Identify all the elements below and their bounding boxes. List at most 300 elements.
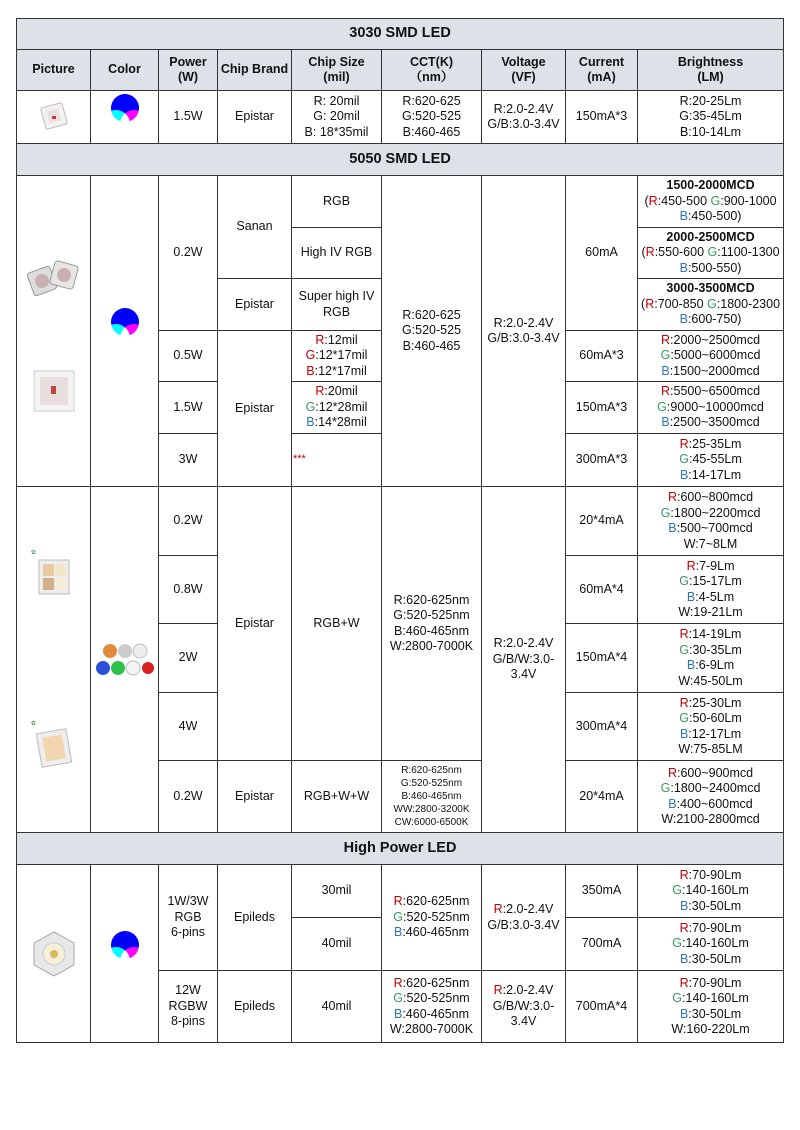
text-line <box>639 348 782 364</box>
header-row <box>17 50 784 91</box>
channel-label: G <box>660 781 671 795</box>
text-line <box>639 812 782 828</box>
text-segment: W:2100-2800mcd <box>661 812 760 826</box>
channel-label: B <box>686 589 696 604</box>
text-line: 1W/3W <box>167 894 209 909</box>
voltage <box>482 176 566 487</box>
text-line <box>383 925 480 941</box>
rgb-venn-icon <box>99 92 151 142</box>
text-line <box>383 1022 480 1038</box>
text-line <box>293 400 380 416</box>
channel-label: B <box>668 796 677 811</box>
text-segment: :500~700mcd <box>676 521 753 535</box>
smd-5050-square-image <box>32 369 76 413</box>
text-line <box>639 952 782 968</box>
text-line: 12W <box>175 983 201 998</box>
chip-size: 40mil <box>292 918 382 971</box>
text-line <box>483 918 564 934</box>
text-line: R:620-625nm <box>393 592 470 607</box>
voltage <box>482 971 566 1043</box>
current: 700mA*4 <box>566 971 638 1043</box>
channel-label: G <box>305 399 316 414</box>
text-segment: ( <box>641 245 646 260</box>
text-line <box>639 333 782 349</box>
text-segment: ( <box>641 296 646 311</box>
text-line: R:620-625 <box>402 93 461 108</box>
text-line <box>639 574 782 590</box>
channel-label: R <box>686 558 696 573</box>
channel-label: R <box>679 436 689 451</box>
text-line: CCT(K) <box>409 54 454 69</box>
rgb-color-swatch <box>91 865 159 1043</box>
chip-size: 30mil <box>292 865 382 918</box>
text-line <box>639 312 782 328</box>
channel-label: G <box>672 991 683 1005</box>
text-line <box>639 727 782 743</box>
text-segment: :14-19Lm <box>688 627 742 641</box>
chip-brand: Epistar <box>218 279 292 331</box>
power <box>159 971 218 1043</box>
text-line <box>639 976 782 992</box>
led-rgbw-picture <box>17 487 91 833</box>
text-segment: :450-500 <box>657 193 711 208</box>
text-segment: :140-160Lm <box>682 936 749 951</box>
text-line: B:460-465nm <box>393 623 470 638</box>
current: 700mA <box>566 918 638 971</box>
text-segment: ( <box>644 193 649 208</box>
text-line <box>383 910 480 926</box>
power: 0.2W <box>159 176 218 331</box>
text-line <box>639 178 782 194</box>
header-power <box>159 50 218 91</box>
text-segment: :1800~2200mcd <box>670 505 761 520</box>
channel-label: R <box>648 193 658 208</box>
text-line: Power <box>169 54 207 69</box>
text-line <box>639 627 782 643</box>
channel-label: R <box>667 765 677 780</box>
text-segment: :700-850 <box>654 296 708 311</box>
current: 300mA*3 <box>566 434 638 487</box>
brightness <box>638 487 784 556</box>
chip-size <box>292 279 382 331</box>
header-cct <box>382 50 482 91</box>
text-segment: W:45-50Lm <box>678 673 743 688</box>
rgb-venn-icon <box>99 929 151 979</box>
channel-label: G <box>657 399 667 414</box>
channel-label: R <box>679 867 689 882</box>
text-segment: :1800~2400mcd <box>670 781 761 795</box>
svg-text:✿: ✿ <box>30 721 36 727</box>
text-line <box>383 1007 480 1023</box>
chip-size <box>292 434 382 487</box>
text-segment: :30-50Lm <box>688 898 742 913</box>
rgbw-dots-icon <box>95 642 155 678</box>
brightness <box>638 279 784 331</box>
text-line: High IV RGB <box>300 245 373 260</box>
table-row <box>17 487 784 556</box>
channel-label: B <box>679 260 688 275</box>
channel-label: B <box>679 209 688 224</box>
text-line <box>639 742 782 758</box>
text-line: G: 20mil <box>313 109 360 124</box>
text-segment: :9000~10000mcd <box>666 399 764 414</box>
text-line: RGB <box>322 304 351 319</box>
text-line: B:460-465nm <box>401 791 462 802</box>
text-segment: :520-525nm <box>403 909 470 924</box>
text-line <box>383 991 480 1007</box>
text-line <box>483 999 564 1015</box>
text-line <box>639 400 782 416</box>
text-segment: :7-9Lm <box>695 558 735 573</box>
chip-size: RGB+W <box>292 487 382 761</box>
channel-label: B <box>686 658 696 672</box>
header-chip-brand: Chip Brand <box>218 50 292 91</box>
text-line <box>639 384 782 400</box>
text-segment: :25-35Lm <box>688 436 742 451</box>
channel-label: G <box>707 245 718 260</box>
text-segment: W:19-21Lm <box>678 605 743 619</box>
text-line <box>639 797 782 813</box>
brightness <box>638 91 784 144</box>
smd-rgbw-image <box>29 546 79 602</box>
voltage <box>482 487 566 833</box>
channel-label: G <box>679 642 689 657</box>
channel-label: B <box>393 925 403 940</box>
cct <box>382 865 482 971</box>
chip-brand: Epileds <box>218 971 292 1043</box>
header-current <box>566 50 638 91</box>
channel-label: G <box>672 883 683 898</box>
text-line: R:620-625 <box>402 307 461 322</box>
text-line <box>639 674 782 690</box>
current: 150mA*3 <box>566 91 638 144</box>
text-line: G:520-525 <box>401 109 462 124</box>
text-line <box>383 976 480 992</box>
text-line <box>639 883 782 899</box>
text-segment: :30-50Lm <box>688 951 742 966</box>
text-line <box>483 902 564 918</box>
text-line <box>639 521 782 537</box>
text-line: G:35-45Lm <box>679 109 742 124</box>
text-line: Super high IV <box>298 289 375 303</box>
text-line: 8-pins <box>170 1014 206 1029</box>
text-segment: :1800-2300 <box>716 296 781 311</box>
power: 0.2W <box>159 487 218 556</box>
text-line <box>639 452 782 468</box>
text-segment: :2000~2500mcd <box>670 332 761 347</box>
chip-brand: Epistar <box>218 487 292 761</box>
brightness <box>638 382 784 434</box>
text-segment: :140-160Lm <box>682 883 749 898</box>
text-segment: :400~600mcd <box>676 796 753 811</box>
text-line: W:2800-7000K <box>389 639 474 653</box>
text-segment: :12*17mil <box>315 348 368 363</box>
text-segment: :50-60Lm <box>688 711 742 725</box>
led-5050-picture <box>17 176 91 487</box>
channel-label: B <box>679 1006 689 1021</box>
power: 3W <box>159 434 218 487</box>
text-segment: :620-625nm <box>402 894 470 909</box>
chip-size <box>292 176 382 228</box>
header-brightness <box>638 50 784 91</box>
rgb-color-swatch <box>91 176 159 487</box>
channel-label: R <box>393 894 403 909</box>
text-segment: :25-30Lm <box>688 695 742 710</box>
text-segment: :1500~2000mcd <box>669 363 760 378</box>
text-line: G:520-525 <box>401 323 462 338</box>
power <box>159 865 218 971</box>
text-segment: :2.0-2.4V <box>502 983 554 998</box>
channel-label: G <box>710 193 721 208</box>
text-line: 6-pins <box>170 925 206 940</box>
text-segment: :15-17Lm <box>688 574 742 588</box>
channel-label: B <box>306 363 315 378</box>
text-segment: G/B/W:3.0- <box>492 998 555 1013</box>
text-line <box>639 1022 782 1038</box>
text-segment: :2500~3500mcd <box>669 415 760 430</box>
chip-size: 40mil <box>292 971 382 1043</box>
text-segment: :14*28mil <box>314 415 367 430</box>
section-title-5050: 5050 SMD LED <box>17 144 784 176</box>
channel-label: R <box>645 296 655 311</box>
channel-label: R <box>493 983 503 998</box>
channel-label: B <box>661 415 670 430</box>
chip-size: RGB+W+W <box>292 761 382 833</box>
text-line <box>639 711 782 727</box>
channel-label: G <box>393 909 403 924</box>
text-segment: :70-90Lm <box>688 920 742 935</box>
channel-label: R <box>661 384 671 399</box>
text-line: RGB <box>322 193 351 208</box>
led-3030-picture <box>17 91 91 144</box>
channel-label: R <box>393 975 403 990</box>
text-line <box>639 364 782 380</box>
channel-label: B <box>679 726 689 741</box>
text-segment: :550-600 <box>654 245 708 260</box>
brightness <box>638 331 784 382</box>
channel-label: R <box>679 695 689 710</box>
text-segment: G/B:3.0-3.4V <box>487 917 560 932</box>
text-line <box>639 658 782 674</box>
text-line <box>383 894 480 910</box>
text-line: G:520-525nm <box>400 778 463 789</box>
text-segment: :1100-1300 <box>717 245 780 260</box>
text-segment: W:160-220Lm <box>671 1022 750 1036</box>
text-segment: :6-9Lm <box>695 658 735 672</box>
channel-label: G <box>679 574 689 588</box>
text-line: WW:2800-3200K <box>393 804 470 815</box>
text-segment: :70-90Lm <box>688 867 742 882</box>
led-spec-table <box>16 18 784 1043</box>
text-line: (mil) <box>323 70 350 84</box>
chip-brand: Sanan <box>218 176 292 279</box>
channel-label: R <box>679 975 689 990</box>
text-line: 3.4V <box>510 667 537 682</box>
text-line: Brightness <box>677 54 744 69</box>
text-line: RGBW <box>168 998 208 1013</box>
text-segment: :500-550) <box>687 260 742 275</box>
text-segment: :5500~6500mcd <box>670 384 761 399</box>
text-segment: :30-50Lm <box>688 1006 742 1021</box>
text-line <box>639 936 782 952</box>
channel-label: G <box>393 991 403 1005</box>
current: 150mA*4 <box>566 624 638 693</box>
smd-3030-image <box>34 101 74 133</box>
text-segment: :14-17Lm <box>688 467 742 482</box>
channel-label: R <box>493 902 503 916</box>
header-color: Color <box>91 50 159 91</box>
chip-brand: Epistar <box>218 761 292 833</box>
brightness <box>638 556 784 624</box>
text-line <box>293 364 380 380</box>
header-picture: Picture <box>17 50 91 91</box>
text-line <box>639 696 782 712</box>
channel-label: B <box>679 951 689 966</box>
text-line: *** <box>293 453 306 466</box>
brightness <box>638 865 784 918</box>
text-line: (W) <box>177 70 199 84</box>
text-line <box>639 261 782 277</box>
rgb-color-swatch <box>91 91 159 144</box>
text-segment: :12*28mil <box>315 399 368 414</box>
brightness <box>638 228 784 279</box>
cct <box>382 761 482 833</box>
brightness <box>638 971 784 1043</box>
text-line: (mA) <box>587 70 616 84</box>
text-line <box>293 384 380 400</box>
rgbw-color-swatch <box>91 487 159 833</box>
text-line <box>639 281 782 297</box>
voltage <box>482 91 566 144</box>
power: 0.5W <box>159 331 218 382</box>
text-line <box>639 605 782 621</box>
text-line <box>639 245 782 261</box>
text-line: (LM) <box>697 70 724 84</box>
text-line <box>639 437 782 453</box>
table-row <box>17 91 784 144</box>
chip-size <box>292 228 382 279</box>
section-title-3030: 3030 SMD LED <box>17 19 784 50</box>
channel-label: G <box>672 936 683 951</box>
text-segment: :45-55Lm <box>688 452 742 467</box>
channel-label: R <box>679 627 689 641</box>
text-segment: 2000-2500MCD <box>666 229 755 244</box>
text-segment: :600~800mcd <box>676 490 754 504</box>
text-line: CW:6000-6500K <box>394 817 469 828</box>
smd-5050-image <box>26 249 82 309</box>
text-segment: :5000~6000mcd <box>670 348 761 363</box>
text-line: R:620-625nm <box>401 765 462 776</box>
channel-label: B <box>661 363 670 378</box>
text-line: R: 20mil <box>313 93 360 108</box>
chip-brand: Epileds <box>218 865 292 971</box>
brightness <box>638 434 784 487</box>
text-segment: 3.4V <box>510 1014 537 1029</box>
rgb-venn-icon <box>99 306 151 356</box>
channel-label: B <box>679 898 689 913</box>
current: 60mA*3 <box>566 331 638 382</box>
text-line: B:460-465 <box>402 338 461 353</box>
power: 2W <box>159 624 218 693</box>
text-line: R:2.0-2.4V <box>493 636 554 651</box>
channel-label: G <box>679 711 689 725</box>
cct <box>382 971 482 1043</box>
text-line <box>639 590 782 606</box>
text-line <box>639 868 782 884</box>
text-line <box>293 333 380 349</box>
text-segment: W:7~8LM <box>683 536 738 551</box>
svg-text:✿: ✿ <box>30 550 36 556</box>
current: 60mA <box>566 176 638 331</box>
brightness <box>638 761 784 833</box>
table-row <box>17 176 784 228</box>
current: 20*4mA <box>566 761 638 833</box>
text-line: B:460-465 <box>402 124 461 139</box>
text-segment: :140-160Lm <box>682 991 749 1005</box>
current: 60mA*4 <box>566 556 638 624</box>
text-segment: :460-465nm <box>402 1006 470 1021</box>
current: 150mA*3 <box>566 382 638 434</box>
text-line: R:2.0-2.4V <box>493 315 554 330</box>
channel-label: R <box>645 245 655 260</box>
text-line: Voltage <box>501 54 546 69</box>
power: 1.5W <box>159 382 218 434</box>
text-segment: :600-750) <box>687 312 742 327</box>
channel-label: G <box>679 452 689 467</box>
text-segment: :620-625nm <box>402 975 470 990</box>
section-title-high-power: High Power LED <box>17 833 784 865</box>
header-voltage <box>482 50 566 91</box>
text-segment: :4-5Lm <box>695 589 735 604</box>
text-line <box>639 297 782 313</box>
chip-size <box>292 382 382 434</box>
channel-label: R <box>315 384 325 399</box>
text-line <box>639 194 782 210</box>
text-line: B: 18*35mil <box>304 124 369 139</box>
text-line: G:520-525nm <box>393 608 470 622</box>
text-segment: :12mil <box>324 332 358 347</box>
text-line <box>639 415 782 431</box>
cct <box>382 91 482 144</box>
cct <box>382 176 482 487</box>
text-line <box>639 899 782 915</box>
text-line <box>639 643 782 659</box>
brightness <box>638 693 784 761</box>
text-segment: :460-465nm <box>402 925 470 940</box>
text-line: G/B/W:3.0- <box>492 651 555 666</box>
text-line: （nm） <box>409 70 454 84</box>
channel-label: R <box>315 332 325 347</box>
channel-label: G <box>305 348 316 363</box>
text-line <box>639 766 782 782</box>
voltage <box>482 865 566 971</box>
text-line: Chip Size <box>308 54 365 69</box>
brightness <box>638 918 784 971</box>
high-power-led-image <box>29 929 79 979</box>
cct <box>382 487 482 761</box>
power: 0.2W <box>159 761 218 833</box>
channel-label: B <box>306 415 315 430</box>
text-line <box>639 781 782 797</box>
text-line <box>483 1014 564 1030</box>
chip-brand: Epistar <box>218 331 292 487</box>
text-line: Current <box>578 54 625 69</box>
channel-label: R <box>661 332 671 347</box>
text-line <box>483 983 564 999</box>
text-line <box>639 468 782 484</box>
text-line <box>293 415 380 431</box>
power: 0.8W <box>159 556 218 624</box>
